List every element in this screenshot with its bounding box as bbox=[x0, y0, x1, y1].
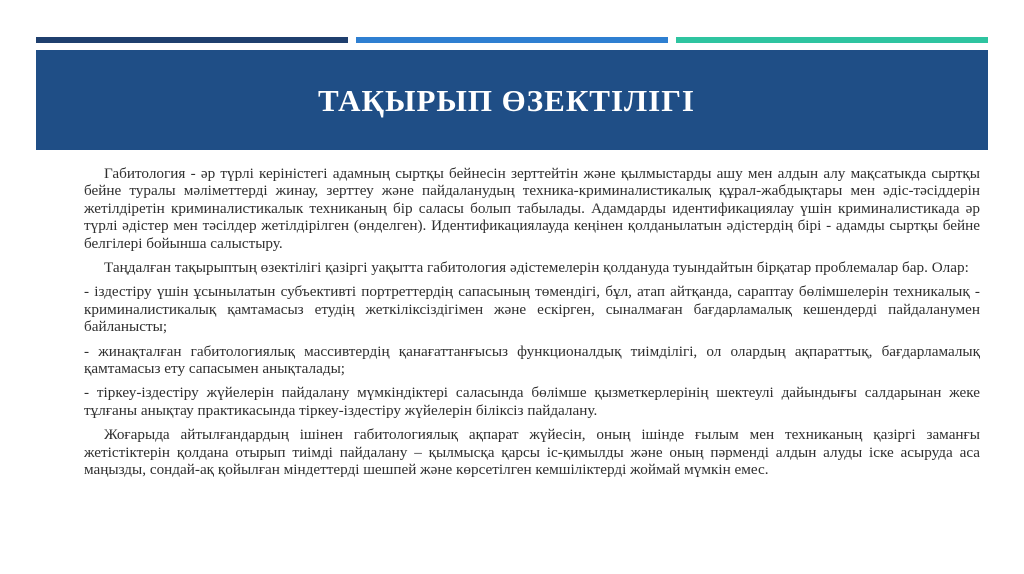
slide-body bbox=[84, 165, 980, 486]
paragraph-problem-1: - іздестіру үшін ұсынылатын субъективті портреттердің сапасының төмендігі, бұл, атап айтқанда, сараптау бөлімшелерін техникалық - криминалистикалық қамтамасыз етудің жеткіліксіздігімен және ескірген, сыналмаған бағдарламалық кешендерді пайдаланумен байланысты; bbox=[84, 283, 980, 336]
paragraph-definition: Габитология - әр түрлі керіністегі адамның сыртқы бейнесін зерттейтін және қылмыстарды ашу мен алдын алу мақсатыкда сыртқы бейне туралы мәліметтерді жинау, зерттеу және пайдаланудың техника-криминалистикалық құрал-жабдықтары мен әдіс-тәсiддерін жетілдіретін криминалистикалык техниканың бір саласы болып табылады. Адамдарды идентификациялау үшін криминалистикада әр түрлі әдістер мен тәсiлдер жетілдірілген (өнделген). Идентификациялауда кеңінен қолданылатын әдістердің бірі - адамды сыртқы бейне белгілері бойынша салыстыру. bbox=[84, 165, 980, 252]
accent-bar-blue bbox=[356, 37, 668, 43]
accent-bar-teal bbox=[676, 37, 988, 43]
paragraph-relevance: Таңдалған тақырыптың өзектілігі қазіргі уақытта габитология әдістемелерін қолдануда туындайтын бірқатар проблемалар бар. Олар: bbox=[104, 259, 969, 277]
paragraph-conclusion: Жоғарыда айтылғандардың ішінен габитологиялық ақпарат жүйесін, оның ішінде ғылым мен техниканың қазіргі заманғы жетістіктерін қолдана отырып тиімді пайдалану – қылмысқа қарсы іс-қимылды және оның пәрменді алдын алуды іске асыруда аса маңызды, сондай-ақ қойылған міндеттерді шешпей және көрсетілген кемшіліктерді жоймай мүмкін емес. bbox=[84, 426, 980, 479]
title-band bbox=[36, 50, 988, 150]
paragraph-problem-3: - тіркеу-іздестіру жүйелерін пайдалану мүмкіндіктері саласында бөлімше қызметкерлерінің шектеулі дайындығы салдарынан жеке тұлғаны анықтау практикасында тіркеу-іздестіру жүйелерін біліксіз пайдалану. bbox=[84, 384, 980, 419]
paragraph-problem-2: - жинақталған габитологиялық массивтердің қанағаттанғысыз функционалдық тиімділігі, ол олардың ақпараттық, бағдарламалық қамтамасыз ету сапасымен анықталады; bbox=[84, 342, 980, 378]
slide-title: ТАҚЫРЫП ӨЗЕКТІЛІГІ bbox=[318, 82, 695, 118]
accent-bar-navy bbox=[36, 37, 348, 43]
